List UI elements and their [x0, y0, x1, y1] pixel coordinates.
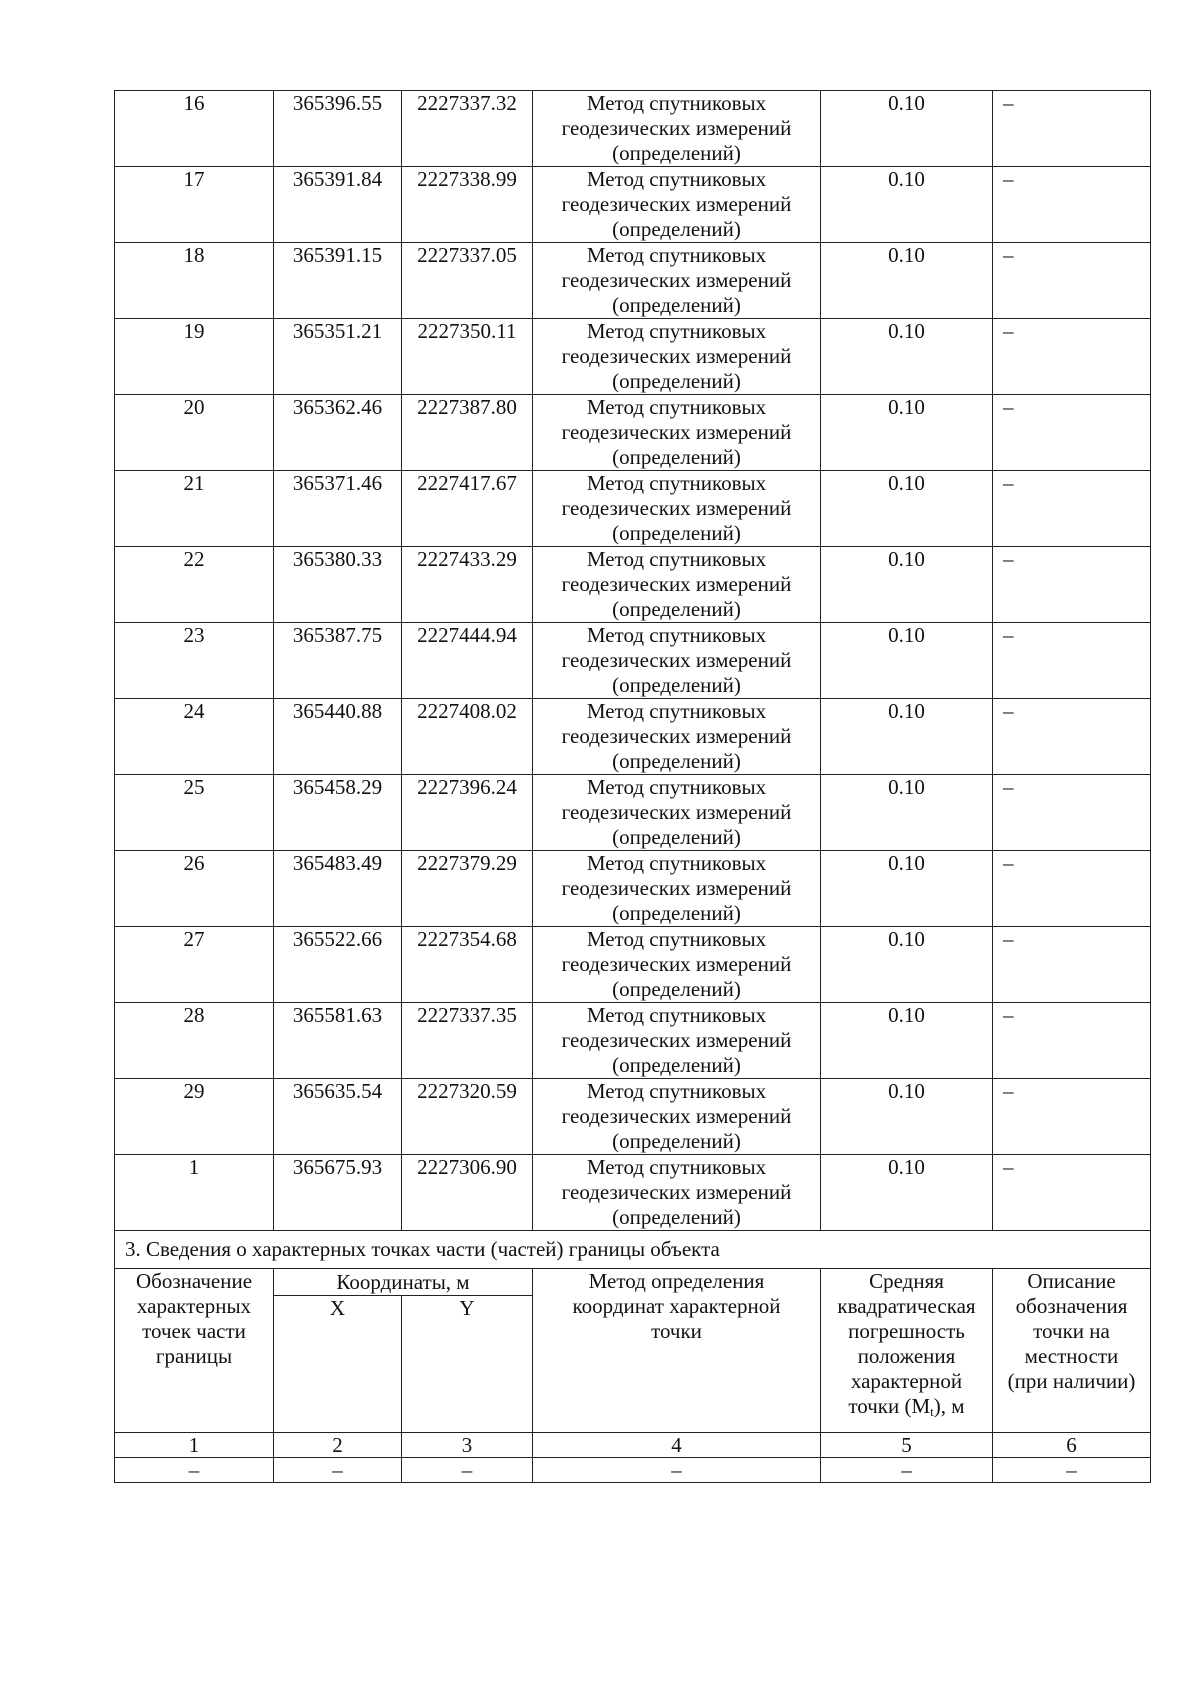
point-row [115, 471, 1151, 547]
point-x: 365522.66 [274, 927, 402, 1003]
method-line: (определений) [612, 521, 741, 545]
point-row [115, 1079, 1151, 1155]
point-row [115, 243, 1151, 319]
method-line: Метод спутниковых [586, 167, 767, 191]
point-error: 0.10 [821, 471, 993, 547]
method-line: Метод спутниковых [586, 547, 767, 571]
point-description: – [993, 623, 1151, 699]
section3-title: 3. Сведения о характерных точках части (частей) границы объекта [115, 1231, 1151, 1269]
method-line: Метод спутниковых [586, 91, 767, 115]
point-y: 2227408.02 [402, 699, 533, 775]
point-error: 0.10 [821, 623, 993, 699]
point-number: 20 [115, 395, 274, 471]
point-error: 0.10 [821, 927, 993, 1003]
method-line: Метод спутниковых [586, 471, 767, 495]
empty-data-row [115, 1458, 1151, 1483]
points-body [115, 91, 1151, 1231]
method-line: геодезических измерений [561, 1104, 792, 1128]
point-method [533, 1155, 821, 1231]
point-row [115, 851, 1151, 927]
point-x: 365440.88 [274, 699, 402, 775]
point-method [533, 167, 821, 243]
empty-cell: – [402, 1458, 533, 1483]
point-description: – [993, 471, 1151, 547]
point-number: 18 [115, 243, 274, 319]
point-x: 365396.55 [274, 91, 402, 167]
point-x: 365675.93 [274, 1155, 402, 1231]
point-number: 26 [115, 851, 274, 927]
method-line: геодезических измерений [561, 192, 792, 216]
empty-cell: – [821, 1458, 993, 1483]
method-line: (определений) [612, 825, 741, 849]
point-y: 2227417.67 [402, 471, 533, 547]
point-x: 365387.75 [274, 623, 402, 699]
method-line: Метод спутниковых [586, 623, 767, 647]
method-line: геодезических измерений [561, 420, 792, 444]
header-method: Метод определения координат характерной точки [533, 1269, 821, 1433]
point-method [533, 1003, 821, 1079]
point-number: 21 [115, 471, 274, 547]
point-row [115, 395, 1151, 471]
point-error: 0.10 [821, 243, 993, 319]
point-method [533, 395, 821, 471]
point-x: 365581.63 [274, 1003, 402, 1079]
method-line: геодезических измерений [561, 344, 792, 368]
point-x: 365391.84 [274, 167, 402, 243]
method-line: (определений) [612, 597, 741, 621]
method-line: Метод спутниковых [586, 395, 767, 419]
point-number: 25 [115, 775, 274, 851]
point-y: 2227379.29 [402, 851, 533, 927]
method-line: (определений) [612, 749, 741, 773]
point-number: 29 [115, 1079, 274, 1155]
method-line: (определений) [612, 901, 741, 925]
method-line: (определений) [612, 369, 741, 393]
point-error: 0.10 [821, 1003, 993, 1079]
point-y: 2227337.32 [402, 91, 533, 167]
point-description: – [993, 775, 1151, 851]
point-description: – [993, 851, 1151, 927]
header-row-top [115, 1269, 1151, 1296]
header-error: Средняя квадратическая погрешность положения характерной точки $(M_t)$, м [821, 1269, 993, 1433]
point-row [115, 319, 1151, 395]
point-row [115, 699, 1151, 775]
col-number: 4 [533, 1433, 821, 1458]
point-error: 0.10 [821, 1155, 993, 1231]
method-line: геодезических измерений [561, 572, 792, 596]
point-method [533, 547, 821, 623]
point-number: 17 [115, 167, 274, 243]
point-y: 2227338.99 [402, 167, 533, 243]
header-x: X [274, 1296, 402, 1433]
method-line: (определений) [612, 141, 741, 165]
point-method [533, 91, 821, 167]
method-line: Метод спутниковых [586, 319, 767, 343]
point-x: 365351.21 [274, 319, 402, 395]
point-method [533, 243, 821, 319]
point-description: – [993, 167, 1151, 243]
point-description: – [993, 699, 1151, 775]
point-method [533, 927, 821, 1003]
method-line: (определений) [612, 1129, 741, 1153]
empty-cell: – [274, 1458, 402, 1483]
point-number: 28 [115, 1003, 274, 1079]
point-description: – [993, 1003, 1151, 1079]
point-y: 2227337.35 [402, 1003, 533, 1079]
point-number: 16 [115, 91, 274, 167]
method-line: геодезических измерений [561, 648, 792, 672]
method-line: геодезических измерений [561, 116, 792, 140]
point-y: 2227320.59 [402, 1079, 533, 1155]
method-line: Метод спутниковых [586, 927, 767, 951]
method-line: (определений) [612, 217, 741, 241]
point-x: 365458.29 [274, 775, 402, 851]
method-line: Метод спутниковых [586, 1003, 767, 1027]
point-x: 365362.46 [274, 395, 402, 471]
col-number: 2 [274, 1433, 402, 1458]
point-row [115, 1003, 1151, 1079]
point-error: 0.10 [821, 851, 993, 927]
point-y: 2227350.11 [402, 319, 533, 395]
point-description: – [993, 1079, 1151, 1155]
method-line: Метод спутниковых [586, 775, 767, 799]
point-number: 22 [115, 547, 274, 623]
point-number: 27 [115, 927, 274, 1003]
method-line: геодезических измерений [561, 1028, 792, 1052]
point-method [533, 319, 821, 395]
point-description: – [993, 1155, 1151, 1231]
method-line: геодезических измерений [561, 724, 792, 748]
point-description: – [993, 91, 1151, 167]
point-row [115, 547, 1151, 623]
point-error: 0.10 [821, 395, 993, 471]
method-line: (определений) [612, 673, 741, 697]
point-description: – [993, 395, 1151, 471]
method-line: (определений) [612, 977, 741, 1001]
point-method [533, 1079, 821, 1155]
header-coordinates: Координаты, м [274, 1269, 533, 1296]
point-method [533, 851, 821, 927]
col-number: 6 [993, 1433, 1151, 1458]
method-line: Метод спутниковых [586, 1155, 767, 1179]
point-row [115, 91, 1151, 167]
point-description: – [993, 243, 1151, 319]
empty-cell: – [115, 1458, 274, 1483]
point-error: 0.10 [821, 91, 993, 167]
empty-cell: – [533, 1458, 821, 1483]
method-line: (определений) [612, 445, 741, 469]
method-line: Метод спутниковых [586, 699, 767, 723]
method-line: (определений) [612, 1053, 741, 1077]
point-row [115, 1155, 1151, 1231]
method-line: геодезических измерений [561, 1180, 792, 1204]
point-x: 365483.49 [274, 851, 402, 927]
method-line: геодезических измерений [561, 496, 792, 520]
method-line: Метод спутниковых [586, 243, 767, 267]
point-x: 365371.46 [274, 471, 402, 547]
point-y: 2227306.90 [402, 1155, 533, 1231]
col-number: 5 [821, 1433, 993, 1458]
point-y: 2227444.94 [402, 623, 533, 699]
point-description: – [993, 547, 1151, 623]
section3-body [115, 1231, 1151, 1483]
point-row [115, 167, 1151, 243]
point-row [115, 775, 1151, 851]
column-numbers-row [115, 1433, 1151, 1458]
empty-cell: – [993, 1458, 1151, 1483]
header-y: Y [402, 1296, 533, 1433]
method-line: (определений) [612, 1205, 741, 1229]
section3-title-row [115, 1231, 1151, 1269]
header-designation: Обозначение характерных точек части границы [115, 1269, 274, 1433]
point-method [533, 471, 821, 547]
method-line: (определений) [612, 293, 741, 317]
boundary-points-table [114, 90, 1151, 1483]
method-line: геодезических измерений [561, 800, 792, 824]
col-number: 3 [402, 1433, 533, 1458]
point-error: 0.10 [821, 1079, 993, 1155]
point-number: 19 [115, 319, 274, 395]
method-line: геодезических измерений [561, 952, 792, 976]
point-y: 2227387.80 [402, 395, 533, 471]
point-number: 1 [115, 1155, 274, 1231]
point-x: 365391.15 [274, 243, 402, 319]
col-number: 1 [115, 1433, 274, 1458]
point-description: – [993, 927, 1151, 1003]
point-number: 23 [115, 623, 274, 699]
point-row [115, 927, 1151, 1003]
point-method [533, 775, 821, 851]
point-description: – [993, 319, 1151, 395]
point-error: 0.10 [821, 699, 993, 775]
point-method [533, 623, 821, 699]
point-error: 0.10 [821, 319, 993, 395]
header-description: Описание обозначения точки на местности (при наличии) [993, 1269, 1151, 1433]
point-x: 365380.33 [274, 547, 402, 623]
point-y: 2227337.05 [402, 243, 533, 319]
point-row [115, 623, 1151, 699]
method-line: геодезических измерений [561, 876, 792, 900]
point-error: 0.10 [821, 547, 993, 623]
point-y: 2227433.29 [402, 547, 533, 623]
method-line: геодезических измерений [561, 268, 792, 292]
point-method [533, 699, 821, 775]
method-line: Метод спутниковых [586, 1079, 767, 1103]
point-x: 365635.54 [274, 1079, 402, 1155]
point-number: 24 [115, 699, 274, 775]
point-error: 0.10 [821, 775, 993, 851]
point-y: 2227354.68 [402, 927, 533, 1003]
method-line: Метод спутниковых [586, 851, 767, 875]
point-error: 0.10 [821, 167, 993, 243]
point-y: 2227396.24 [402, 775, 533, 851]
